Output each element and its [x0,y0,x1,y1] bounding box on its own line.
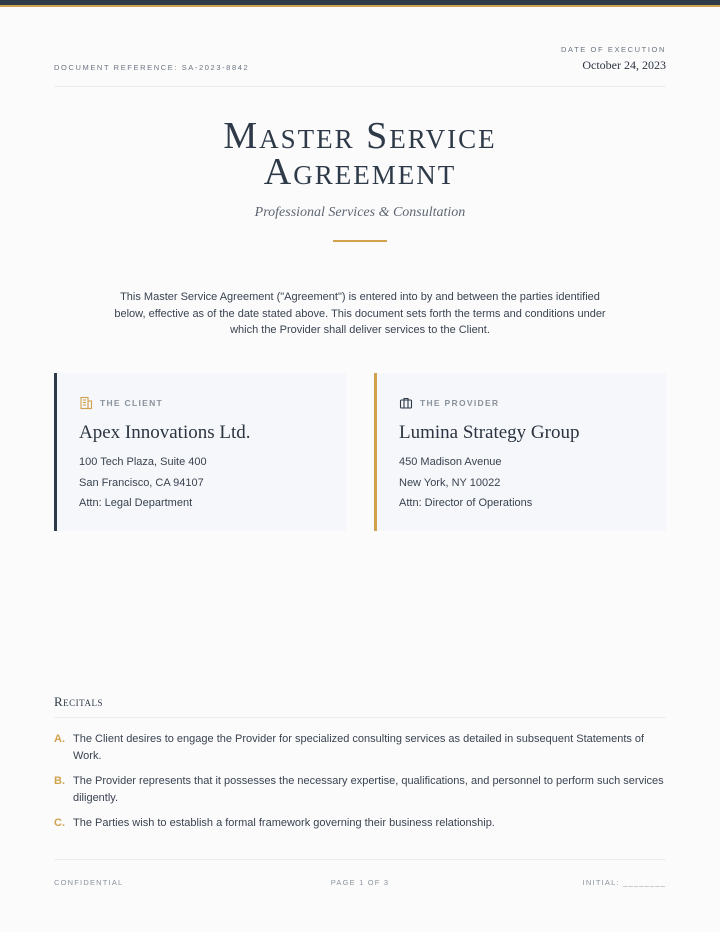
recital-text: The Provider represents that it possesses the necessary expertise, qualifications, and personnel to perform such services diligently. [73,775,664,804]
page-title [0,115,720,193]
recital-text: The Parties wish to establish a formal framework governing their business relationship. [73,817,495,829]
recital-marker: C. [54,817,65,829]
client-address [79,452,207,514]
recital-item [54,773,666,806]
footer-page-number: PAGE 1 OF 3 [330,878,390,887]
provider-attention-line: Attn: Director of Operations [399,497,533,509]
recitals-divider [54,717,666,718]
client-attention-line: Attn: Legal Department [79,497,193,509]
intro-paragraph: This Master Service Agreement ("Agreement") is entered into by and between the parties identified below, effective as of the date stated above. This document sets forth the terms and conditions under which the Provider shall deliver services to the Client. [114,291,606,336]
title-line-1: Master Service [223,115,497,157]
provider-card [374,373,666,531]
client-label: THE CLIENT [100,398,164,408]
footer-divider [54,859,666,860]
recital-item [54,731,666,764]
date-label: DATE OF EXECUTION [561,45,666,54]
provider-card-header [399,396,499,410]
footer-initial-field[interactable]: INITIAL: ________ [582,878,666,887]
building-icon [79,396,93,410]
recital-text: The Client desires to engage the Provider for specialized consulting services as detailed in subsequent Statements of Work. [73,733,645,762]
client-card-header [79,396,163,410]
client-name: Apex Innovations Ltd. [79,422,251,443]
provider-address-line: New York, NY 10022 [399,476,501,489]
recital-item [54,815,666,832]
recital-marker: A. [54,733,65,745]
client-address-line: 100 Tech Plaza, Suite 400 [79,456,207,468]
provider-label: THE PROVIDER [420,398,500,408]
title-divider [333,240,387,242]
recitals-list [54,731,666,841]
client-card [54,373,346,531]
recitals-heading: Recitals [54,694,103,709]
document-reference: DOCUMENT REFERENCE: SA-2023-8842 [54,63,250,72]
document-header [54,0,666,87]
provider-name: Lumina Strategy Group [399,422,580,443]
provider-address-line: 450 Madison Avenue [399,456,502,468]
title-line-2: Agreement [263,151,457,193]
page-subtitle: Professional Services & Consultation [254,205,466,220]
provider-address [399,452,532,514]
recital-marker: B. [54,775,65,787]
date-value: October 24, 2023 [582,58,666,72]
client-address-line: San Francisco, CA 94107 [79,476,204,489]
briefcase-icon [399,396,413,410]
footer-confidential: CONFIDENTIAL [54,878,124,887]
